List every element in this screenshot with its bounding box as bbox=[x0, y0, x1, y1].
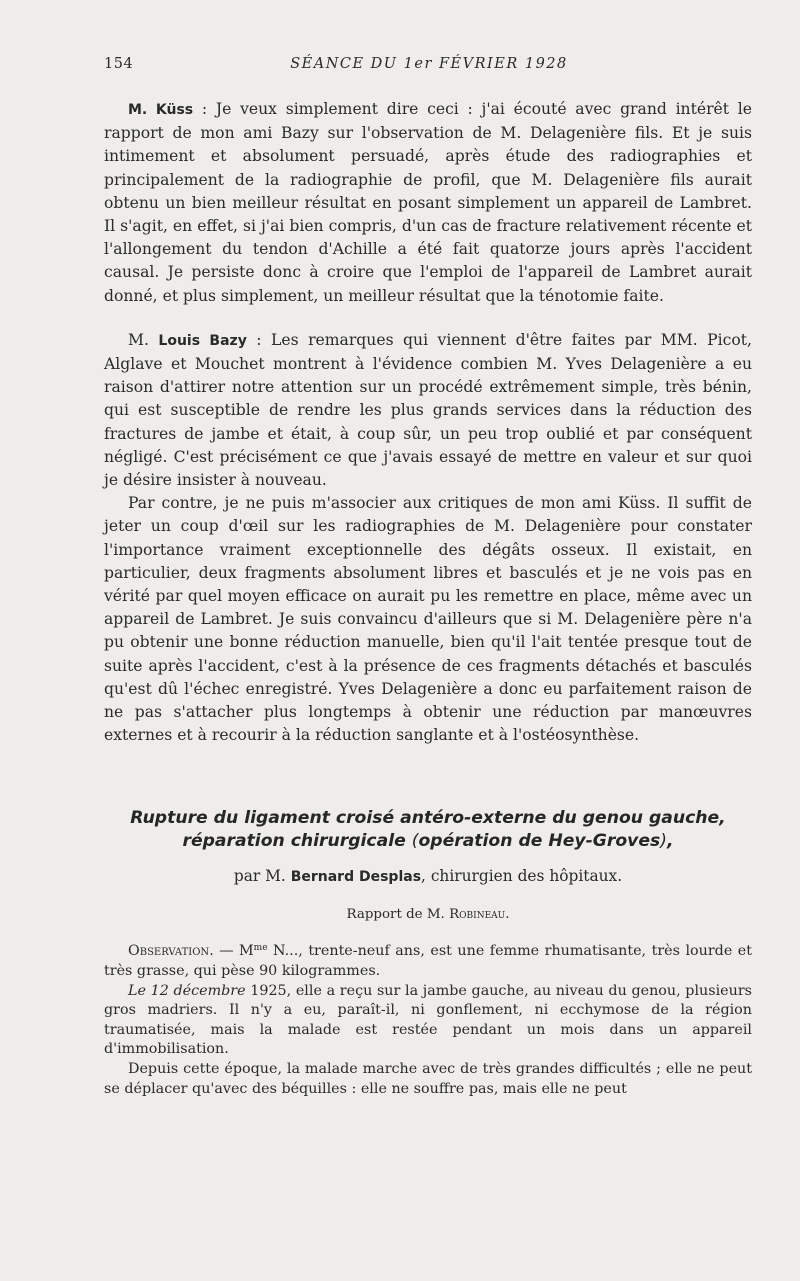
page-body bbox=[104, 98, 752, 1099]
date-italic: Le 12 décembre bbox=[128, 982, 246, 999]
author-name: Bernard Desplas bbox=[290, 869, 422, 886]
reporter-name: Robineau bbox=[449, 907, 506, 923]
speaker-kuss: M. Küss bbox=[128, 102, 194, 118]
bazy-paragraph bbox=[104, 329, 752, 492]
followup-paragraph: Depuis cette époque, la malade marche avec de très grandes difficultés ; elle ne peut se déplacer qu'avec des béquilles : elle ne souffre pas, mais elle ne peut bbox=[104, 1061, 752, 1097]
observation-section bbox=[104, 942, 752, 1099]
running-title: SÉANCE DU 1er FÉVRIER 1928 bbox=[290, 56, 568, 72]
page-header bbox=[104, 56, 754, 80]
page-number: 154 bbox=[104, 56, 134, 72]
article-title-line-1: Rupture du ligament croisé antéro-externe du genou gauche, bbox=[130, 808, 726, 829]
report-line: Rapport de M. Robineau. bbox=[346, 907, 510, 923]
bazy-text: : Les remarques qui viennent d'être faites par MM. Picot, Alglave et Mouchet montrent à l'évidence combien M. Yves Delagenière a eu raison d'attirer notre attention sur un procédé extrêmement simple, très bénin, qui est susceptible de rendre les plus grands services dans la réduction des fractures de jambe et était, à coup sûr, un peu trop oublié et par conséquent négligé. C'est précisément ce que j'avais essayé de mettre en valeur et sur quoi je désire insister à nouveau. bbox=[104, 330, 752, 490]
kuss-text: : Je veux simplement dire ceci : j'ai écouté avec grand intérêt le rapport de mon ami Bazy sur l'observation de M. Delagenière fils. Et je suis intimement et absolument persuadé, après étude des radiographies et principalement de la radiographie de profil, que M. Delagenière fils aurait obtenu un bien meilleur résultat en posant simplement un appareil de Lambret. Il s'agit, en effet, si j'ai bien compris, d'un cas de fracture relativement récente et l'allongement du tendon d'Achille a été fait quatorze jours après l'accident causal. Je persiste donc à croire que l'emploi de l'appareil de Lambret aurait donné, et plus simplement, un meilleur résultat que la ténotomie faite. bbox=[104, 100, 752, 305]
article-title-line-2: réparation chirurgicale (opération de Hey-Groves), bbox=[182, 831, 674, 852]
kuss-paragraph bbox=[104, 98, 752, 308]
discussion-section bbox=[104, 98, 752, 747]
injury-paragraph: Le 12 décembre 1925, elle a reçu sur la jambe gauche, au niveau du genou, plusieurs gros madriers. Il n'y a eu, paraît-il, ni gonflement, ni ecchymose de la région traumatisée, mais la malade est restée pendant un mois dans un appareil d'immobilisation. bbox=[104, 982, 752, 1058]
article-title bbox=[104, 807, 752, 853]
observation-paragraph: Observation. — $M^{me}$ N..., trente-neuf ans, est une femme rhumatisante, très lourde et très grasse, qui pèse 90 kilogrammes. bbox=[104, 943, 752, 980]
bazy-prefix: M. bbox=[128, 330, 159, 349]
speaker-bazy: Louis Bazy bbox=[158, 332, 247, 349]
observation-label: Observation bbox=[128, 943, 210, 960]
article-byline: par M. Bernard Desplas, chirurgien des hôpitaux. bbox=[233, 867, 623, 886]
bazy-paragraph-2: Par contre, je ne puis m'associer aux critiques de mon ami Küss. Il suffit de jeter un coup d'œil sur les radiographies de M. Delagenière pour constater l'importance vraiment exceptionnelle des dégâts osseux. Il existait, en particulier, deux fragments absolument libres et basculés et je ne vois pas en vérité par quel moyen efficace on aurait pu les remettre en place, même avec un appareil de Lambret. Je suis convaincu d'ailleurs que si M. Delagenière père n'a pu obtenir une bonne réduction manuelle, bien qu'il l'ait tentée presque tout de suite après l'accident, c'est à la présence de ces fragments détachés et basculés qu'est dû l'échec enregistré. Yves Delagenière a donc eu parfaitement raison de ne pas s'attacher plus longtemps à obtenir une réduction par manœuvres externes et à recourir à la réduction sanglante et à l'ostéosynthèse. bbox=[104, 494, 752, 745]
